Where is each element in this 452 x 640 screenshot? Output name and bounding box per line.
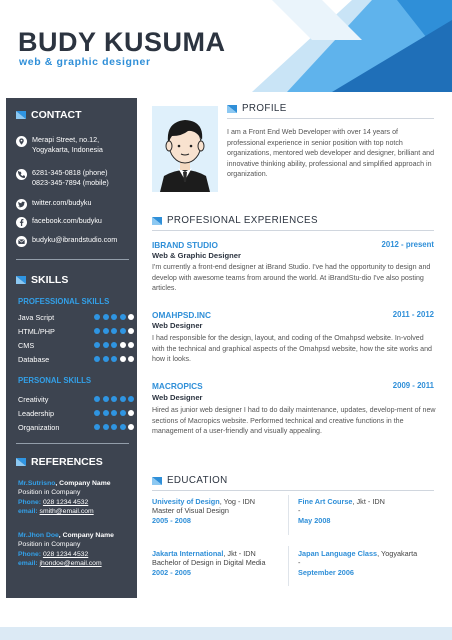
rating-dot-filled [128, 396, 134, 402]
personal-skills-heading: PERSONAL SKILLS [18, 376, 92, 385]
rating-dot-empty [120, 356, 126, 362]
rating-dot-filled [111, 356, 117, 362]
profile-summary: I am a Front End Web Developer with over 14 years of professional experience in senior position with top notch organizations, mentored web developer and designer, brilliant and innovative thinking ability, professional and simplified approach in organization. [227, 128, 435, 179]
rating-dot-filled [120, 410, 126, 416]
rating-dot-filled [103, 396, 109, 402]
rating-dot-filled [120, 396, 126, 402]
references-heading: REFERENCES [16, 456, 103, 468]
sidebar-divider [16, 259, 129, 260]
job-dates: 2009 - 2011 [392, 381, 434, 390]
job-company: IBRAND STUDIO [152, 240, 218, 250]
section-divider [227, 118, 434, 119]
rating-dot-empty [128, 410, 134, 416]
skills-heading: SKILLS [16, 274, 68, 286]
resume-header [0, 0, 452, 92]
section-flag-icon [16, 111, 26, 119]
contact-heading: CONTACT [16, 109, 82, 121]
candidate-role: web & graphic designer [19, 56, 151, 68]
rating-dot-empty [128, 342, 134, 348]
job-role: Web Designer [152, 321, 203, 330]
sidebar [6, 98, 137, 598]
rating-dot-filled [103, 424, 109, 430]
skill-rating [94, 328, 134, 334]
job-role: Web & Graphic Designer [152, 251, 241, 260]
rating-dot-filled [111, 396, 117, 402]
rating-dot-empty [120, 342, 126, 348]
rating-dot-filled [103, 328, 109, 334]
job-description: Hired as junior web designer I had to do daily maintenance, updates, develop-ment of new sections of Macropics website. Performed technical and creative functions in the management of a user-friendly and visually appealing. [152, 406, 436, 436]
rating-dot-filled [120, 314, 126, 320]
rating-dot-filled [103, 410, 109, 416]
education-entry: Fine Art Course, Jkt - IDN - May 2008 [298, 497, 385, 525]
rating-dot-filled [111, 314, 117, 320]
location-icon [16, 136, 27, 147]
section-flag-icon [16, 458, 26, 466]
contact-address: Merapi Street, no.12, Yogyakarta, Indonesia [16, 135, 136, 154]
profile-avatar [152, 106, 218, 192]
skill-row: Java Script [18, 312, 134, 322]
rating-dot-filled [103, 356, 109, 362]
skill-row: Organization [18, 422, 134, 432]
rating-dot-filled [94, 424, 100, 430]
rating-dot-filled [103, 314, 109, 320]
section-flag-icon [152, 477, 162, 485]
job-dates: 2011 - 2012 [392, 310, 434, 319]
footer-band [0, 627, 452, 640]
rating-dot-filled [94, 342, 100, 348]
skill-rating [94, 342, 134, 348]
skill-rating [94, 396, 134, 402]
contact-phone: 6281-345-0818 (phone) 0823-345-7894 (mobile) [16, 168, 136, 187]
phone-icon [16, 169, 27, 180]
facebook-icon [16, 217, 27, 228]
professional-skills-heading: PROFESSIONAL SKILLS [18, 297, 110, 306]
contact-twitter[interactable]: twitter.com/budyku [16, 198, 136, 210]
contact-email[interactable]: budyku@ibrandstudio.com [16, 235, 136, 247]
skill-row: Creativity [18, 394, 134, 404]
skill-row: HTML/PHP [18, 326, 134, 336]
skill-row: Leadership [18, 408, 134, 418]
education-heading: EDUCATION [152, 475, 228, 486]
rating-dot-empty [128, 424, 134, 430]
skill-rating [94, 410, 134, 416]
skill-rating [94, 356, 134, 362]
reference-entry: Mr.Sutrisno, Company Name Position in Company Phone: 028 1234 4532 email: smith@email.com [18, 480, 111, 515]
job-description: I had responsible for the design, layout, and coding of the Omahpsd website. In-volved with the technical and graphical aspects of the Omahpsd website, how the site works and how it looks. [152, 334, 432, 364]
skill-rating [94, 314, 134, 320]
education-entry: Japan Language Class, Yogyakarta - September 2006 [298, 549, 418, 577]
skill-rating [94, 424, 134, 430]
rating-dot-filled [94, 410, 100, 416]
rating-dot-filled [120, 424, 126, 430]
column-divider [288, 546, 289, 586]
rating-dot-filled [111, 424, 117, 430]
rating-dot-filled [111, 342, 117, 348]
rating-dot-filled [94, 328, 100, 334]
rating-dot-filled [111, 410, 117, 416]
rating-dot-filled [111, 328, 117, 334]
contact-facebook[interactable]: facebook.com/budyku [16, 216, 136, 228]
section-flag-icon [227, 105, 237, 113]
rating-dot-filled [94, 396, 100, 402]
rating-dot-empty [128, 314, 134, 320]
job-company: OMAHPSD.INC [152, 310, 212, 320]
skill-row: CMS [18, 340, 134, 350]
rating-dot-filled [94, 314, 100, 320]
rating-dot-empty [128, 356, 134, 362]
rating-dot-filled [103, 342, 109, 348]
candidate-name: BUDY KUSUMA [18, 27, 226, 57]
column-divider [288, 495, 289, 535]
section-flag-icon [152, 217, 162, 225]
email-icon [16, 236, 27, 247]
twitter-icon [16, 199, 27, 210]
reference-entry: Mr.Jhon Doe, Company Name Position in Company Phone: 028 1234 4532 email: jhondoe@email.com [18, 532, 114, 567]
rating-dot-filled [120, 328, 126, 334]
section-divider [152, 490, 434, 491]
header-decoration [212, 0, 452, 92]
education-entry: Jakarta International, Jkt - IDN Bachelor of Design in Digital Media 2002 - 2005 [152, 549, 266, 577]
education-entry: Univesity of Design, Yog - IDN Master of Visual Design 2005 - 2008 [152, 497, 256, 525]
experience-heading: PROFESIONAL EXPERIENCES [152, 215, 318, 226]
job-role: Web Designer [152, 393, 203, 402]
job-company: MACROPICS [152, 381, 203, 391]
job-description: I'm currently a front-end designer at iBrand Studio. I've had the opportunity to design and develop with awesome teams from around the world. At iBrandStu-dio I've also posting articles. [152, 263, 431, 293]
profile-heading: PROFILE [227, 103, 287, 114]
skill-row: Database [18, 354, 134, 364]
section-divider [152, 230, 434, 231]
job-dates: 2012 - present [381, 240, 434, 249]
rating-dot-filled [94, 356, 100, 362]
sidebar-divider [16, 443, 129, 444]
section-flag-icon [16, 276, 26, 284]
rating-dot-empty [128, 328, 134, 334]
